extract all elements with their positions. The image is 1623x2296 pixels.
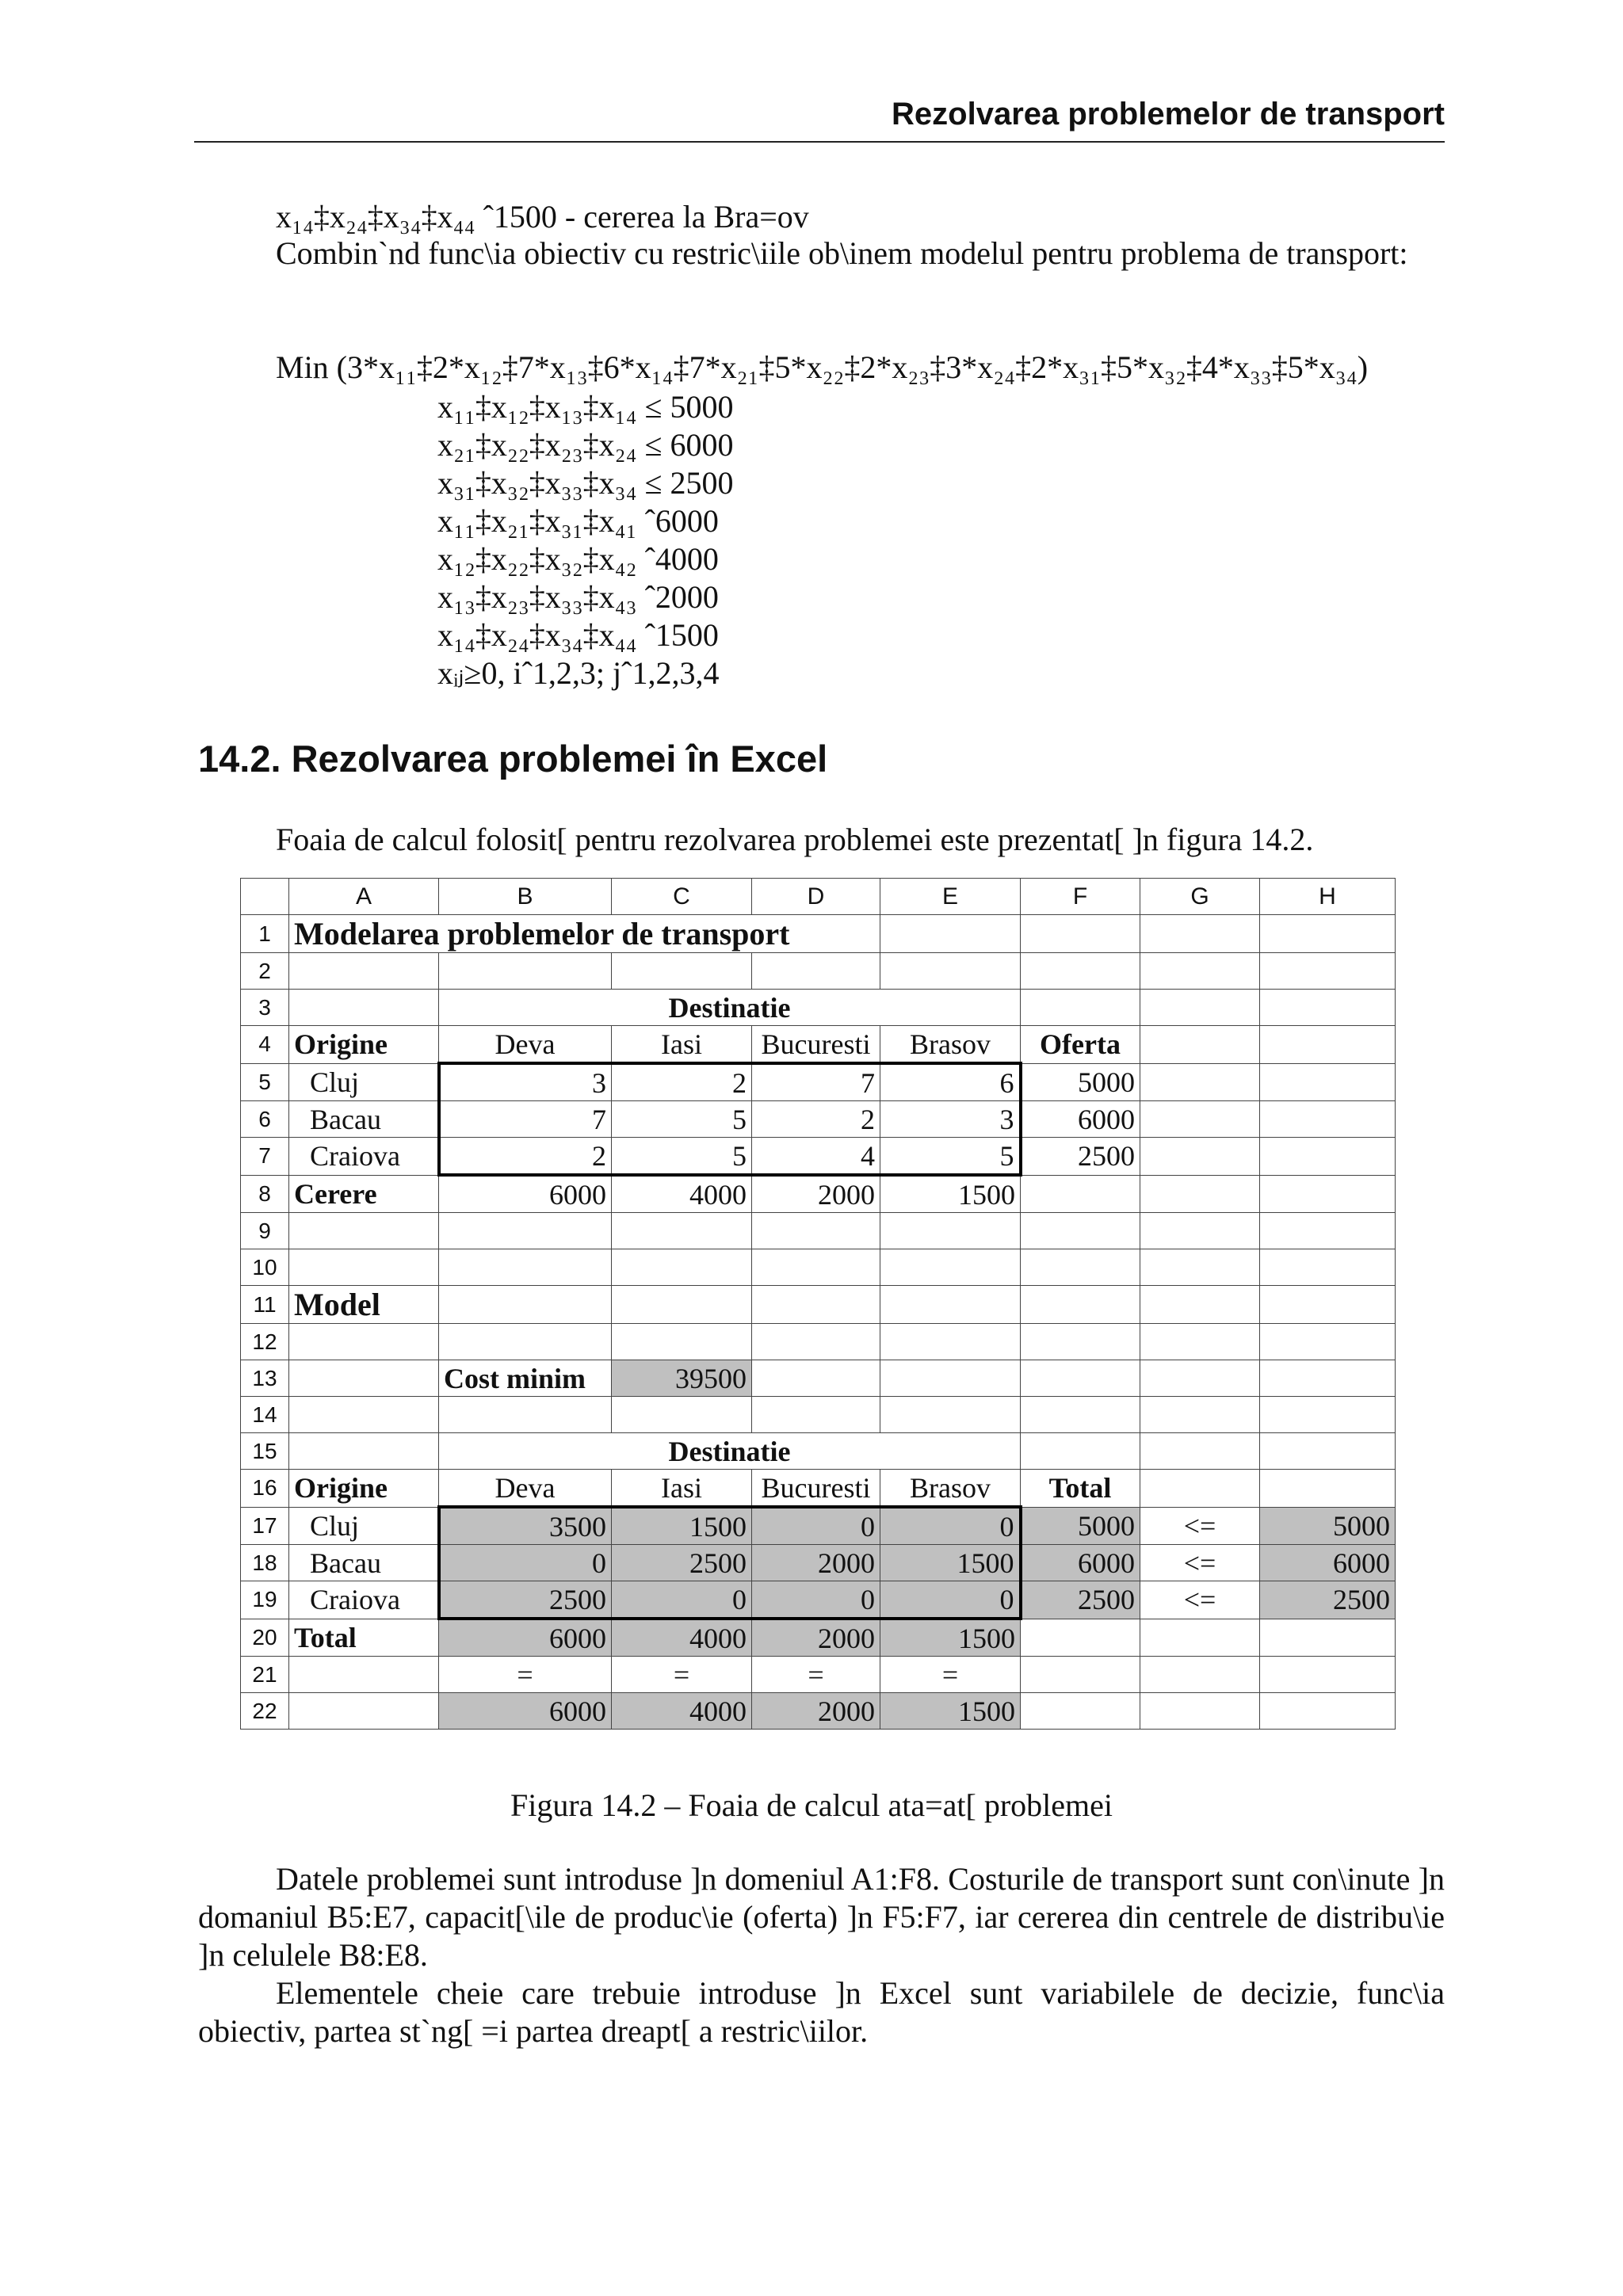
cell bbox=[289, 1397, 439, 1433]
destination-header: Iasi bbox=[612, 1470, 752, 1508]
row-number: 14 bbox=[241, 1397, 289, 1433]
cell bbox=[612, 1249, 752, 1286]
closing-paragraph-1: Datele problemei sunt introduse ]n domeniul A1:F8. Costurile de transport sunt con\inute ]n domaniul B5:E7, capacit[\ile de produc\ie (oferta) ]n F5:F7, iar cererea din centrele de distribu\ie ]n celulele B8:E8. bbox=[198, 1861, 1445, 1973]
cost-minim-label: Cost minim bbox=[439, 1360, 612, 1397]
row-total-cell: 6000 bbox=[1021, 1545, 1140, 1581]
cost-cell: 2 bbox=[439, 1138, 612, 1176]
cell bbox=[1260, 1433, 1396, 1470]
cell bbox=[1140, 1101, 1260, 1138]
cell bbox=[1021, 1397, 1140, 1433]
sheet-row bbox=[241, 1397, 1396, 1433]
constraint-line: x₁₄‡x₂₄‡x₃₄‡x₄₄ ˆ1500 bbox=[437, 617, 719, 653]
cell bbox=[1021, 915, 1140, 953]
cell bbox=[880, 1397, 1021, 1433]
cost-cell: 7 bbox=[439, 1101, 612, 1138]
cell bbox=[1021, 990, 1140, 1026]
cell bbox=[1140, 1286, 1260, 1324]
origin-label: Bacau bbox=[289, 1101, 439, 1138]
model-label: Model bbox=[289, 1286, 439, 1324]
cell bbox=[1021, 1619, 1140, 1657]
destination-header: Deva bbox=[439, 1026, 612, 1064]
origin-label: Craiova bbox=[289, 1138, 439, 1176]
shipment-cell: 3500 bbox=[439, 1507, 612, 1545]
origin-label: Cluj bbox=[289, 1063, 439, 1101]
sheet-row bbox=[241, 1249, 1396, 1286]
cell bbox=[752, 1324, 880, 1360]
cost-cell: 3 bbox=[880, 1101, 1021, 1138]
sheet-row bbox=[241, 953, 1396, 990]
cell bbox=[1260, 1213, 1396, 1249]
demand-cell: 1500 bbox=[880, 1175, 1021, 1213]
cell bbox=[752, 953, 880, 990]
column-header: B bbox=[439, 879, 612, 915]
origin-label: Cluj bbox=[289, 1507, 439, 1545]
destination-header: Bucuresti bbox=[752, 1470, 880, 1508]
sheet-row bbox=[241, 1324, 1396, 1360]
sheet-row bbox=[241, 1101, 1396, 1138]
total-label: Total bbox=[1021, 1470, 1140, 1508]
brasov-demand-constraint bbox=[276, 198, 809, 235]
column-total-cell: 2000 bbox=[752, 1619, 880, 1657]
cell bbox=[1021, 1324, 1140, 1360]
supply-cell: 6000 bbox=[1021, 1101, 1140, 1138]
constraint-line: x₃₁‡x₃₂‡x₃₃‡x₃₄ ≤ 2500 bbox=[437, 465, 734, 501]
objective-function: Min (3*x₁₁‡2*x₁₂‡7*x₁₃‡6*x₁₄‡7*x₂₁‡5*x₂₂‡2*x₂₃‡3*x₂₄‡2*x₃₁‡5*x₃₂‡4*x₃₃‡5*x₃₄) bbox=[276, 349, 1369, 385]
cell bbox=[439, 1324, 612, 1360]
cell bbox=[1260, 1470, 1396, 1508]
cell bbox=[439, 1249, 612, 1286]
cell bbox=[1260, 1175, 1396, 1213]
capacity-cell: 2500 bbox=[1260, 1581, 1396, 1619]
cerere-label: Cerere bbox=[289, 1175, 439, 1213]
cell bbox=[1140, 1249, 1260, 1286]
row-number: 12 bbox=[241, 1324, 289, 1360]
cell bbox=[612, 1286, 752, 1324]
cell bbox=[1021, 953, 1140, 990]
cell bbox=[1140, 990, 1260, 1026]
cell bbox=[1260, 1138, 1396, 1176]
row-number: 10 bbox=[241, 1249, 289, 1286]
row-number: 3 bbox=[241, 990, 289, 1026]
sheet-row bbox=[241, 1507, 1396, 1545]
sheet-row bbox=[241, 1175, 1396, 1213]
cell bbox=[1021, 1657, 1140, 1693]
eq-sign: = bbox=[439, 1657, 612, 1693]
cell bbox=[880, 1360, 1021, 1397]
cell bbox=[1140, 1138, 1260, 1176]
shipment-cell: 2500 bbox=[612, 1545, 752, 1581]
cell bbox=[752, 1286, 880, 1324]
destinatie-label: Destinatie bbox=[439, 1433, 1021, 1470]
le-sign: <= bbox=[1140, 1545, 1260, 1581]
row-number: 17 bbox=[241, 1507, 289, 1545]
cell bbox=[1260, 1249, 1396, 1286]
constraint-line: xᵢⱼ≥0, iˆ1,2,3; jˆ1,2,3,4 bbox=[437, 655, 720, 691]
cell bbox=[1260, 1657, 1396, 1693]
cell bbox=[1021, 1175, 1140, 1213]
sheet-row bbox=[241, 1693, 1396, 1730]
cell bbox=[1140, 1213, 1260, 1249]
cell bbox=[289, 1657, 439, 1693]
column-header: D bbox=[752, 879, 880, 915]
cell bbox=[439, 1397, 612, 1433]
cell bbox=[1021, 1249, 1140, 1286]
cell bbox=[1260, 915, 1396, 953]
running-title: Rezolvarea problemelor de transport bbox=[892, 97, 1445, 132]
cost-cell: 5 bbox=[612, 1101, 752, 1138]
cell bbox=[1021, 1360, 1140, 1397]
cell bbox=[612, 1397, 752, 1433]
cell bbox=[752, 1397, 880, 1433]
row-number: 11 bbox=[241, 1286, 289, 1324]
intro-paragraph: Combin`nd func\ia obiectiv cu restric\iile ob\inem modelul pentru problema de transport: bbox=[276, 235, 1408, 271]
shipment-cell: 0 bbox=[752, 1507, 880, 1545]
cost-cell: 2 bbox=[752, 1101, 880, 1138]
cell bbox=[752, 1360, 880, 1397]
cell bbox=[1140, 1619, 1260, 1657]
sheet-row bbox=[241, 1619, 1396, 1657]
cell bbox=[1260, 1026, 1396, 1064]
cell bbox=[289, 953, 439, 990]
destination-header: Brasov bbox=[880, 1470, 1021, 1508]
constraint-line: x₁₁‡x₂₁‡x₃₁‡x₄₁ ˆ6000 bbox=[437, 503, 719, 539]
row-number: 20 bbox=[241, 1619, 289, 1657]
shipment-cell: 0 bbox=[439, 1545, 612, 1581]
cell bbox=[880, 1286, 1021, 1324]
le-sign: <= bbox=[1140, 1507, 1260, 1545]
cell bbox=[1021, 1213, 1140, 1249]
cell bbox=[289, 1249, 439, 1286]
cell bbox=[752, 1249, 880, 1286]
row-number: 7 bbox=[241, 1138, 289, 1176]
row-number: 13 bbox=[241, 1360, 289, 1397]
cell bbox=[612, 1324, 752, 1360]
cell bbox=[1140, 1397, 1260, 1433]
sheet-intro: Foaia de calcul folosit[ pentru rezolvarea problemei este prezentat[ ]n figura 14.2. bbox=[276, 822, 1314, 857]
row-number: 1 bbox=[241, 915, 289, 953]
column-header: A bbox=[289, 879, 439, 915]
cell bbox=[1260, 1397, 1396, 1433]
sheet-row bbox=[241, 1286, 1396, 1324]
sheet-row bbox=[241, 1138, 1396, 1176]
row-number: 22 bbox=[241, 1693, 289, 1730]
column-total-cell: 1500 bbox=[880, 1619, 1021, 1657]
origin-label: Bacau bbox=[289, 1545, 439, 1581]
eq-sign: = bbox=[752, 1657, 880, 1693]
sheet-row bbox=[241, 1360, 1396, 1397]
cell bbox=[1021, 1286, 1140, 1324]
cell bbox=[612, 953, 752, 990]
destinatie-label: Destinatie bbox=[439, 990, 1021, 1026]
destination-header: Deva bbox=[439, 1470, 612, 1508]
row-number: 8 bbox=[241, 1175, 289, 1213]
eq-sign: = bbox=[880, 1657, 1021, 1693]
supply-cell: 2500 bbox=[1021, 1138, 1140, 1176]
sheet-row bbox=[241, 915, 1396, 953]
cost-cell: 5 bbox=[612, 1138, 752, 1176]
row-number: 21 bbox=[241, 1657, 289, 1693]
cell bbox=[1140, 1470, 1260, 1508]
cell bbox=[1260, 990, 1396, 1026]
cell bbox=[1260, 1693, 1396, 1730]
le-sign: <= bbox=[1140, 1581, 1260, 1619]
row-number: 5 bbox=[241, 1063, 289, 1101]
sheet-row bbox=[241, 1213, 1396, 1249]
cost-cell: 3 bbox=[439, 1063, 612, 1101]
demand-cell: 4000 bbox=[612, 1175, 752, 1213]
cost-cell: 6 bbox=[880, 1063, 1021, 1101]
cell bbox=[1260, 1324, 1396, 1360]
sheet-row bbox=[241, 1433, 1396, 1470]
sheet-row bbox=[241, 1026, 1396, 1064]
demand-cell: 6000 bbox=[439, 1175, 612, 1213]
shipment-cell: 1500 bbox=[880, 1545, 1021, 1581]
section-heading: 14.2. Rezolvarea problemei în Excel bbox=[198, 738, 828, 780]
destination-header: Brasov bbox=[880, 1026, 1021, 1064]
total-label: Total bbox=[289, 1619, 439, 1657]
shipment-cell: 0 bbox=[880, 1507, 1021, 1545]
cell bbox=[1260, 1063, 1396, 1101]
cell bbox=[1260, 1360, 1396, 1397]
cell bbox=[880, 953, 1021, 990]
capacity-cell: 5000 bbox=[1260, 1507, 1396, 1545]
cell bbox=[1140, 953, 1260, 990]
cell bbox=[1140, 915, 1260, 953]
cell bbox=[289, 1360, 439, 1397]
column-total-cell: 4000 bbox=[612, 1619, 752, 1657]
cell bbox=[880, 1213, 1021, 1249]
capacity-cell: 6000 bbox=[1260, 1545, 1396, 1581]
corner-cell bbox=[241, 879, 289, 915]
cost-cell: 2 bbox=[612, 1063, 752, 1101]
sheet-row bbox=[241, 1063, 1396, 1101]
required-cell: 6000 bbox=[439, 1693, 612, 1730]
cell bbox=[752, 1213, 880, 1249]
cell bbox=[1140, 1175, 1260, 1213]
column-total-cell: 6000 bbox=[439, 1619, 612, 1657]
shipment-cell: 0 bbox=[880, 1581, 1021, 1619]
shipment-cell: 2000 bbox=[752, 1545, 880, 1581]
row-total-cell: 2500 bbox=[1021, 1581, 1140, 1619]
cell bbox=[439, 1286, 612, 1324]
shipment-cell: 0 bbox=[612, 1581, 752, 1619]
destination-header: Iasi bbox=[612, 1026, 752, 1064]
closing-paragraph-2: Elementele cheie care trebuie introduse ]n Excel sunt variabilele de decizie, func\ia obiectiv, partea st`ng[ =i partea dreapt[ a restric\iilor. bbox=[198, 1975, 1445, 2049]
cost-minim-value: 39500 bbox=[612, 1360, 752, 1397]
cell bbox=[439, 953, 612, 990]
cell bbox=[880, 1324, 1021, 1360]
constraint-line: x₁₁‡x₁₂‡x₁₃‡x₁₄ ≤ 5000 bbox=[437, 389, 734, 425]
cell bbox=[1260, 1286, 1396, 1324]
eq-sign: = bbox=[612, 1657, 752, 1693]
cell bbox=[289, 1433, 439, 1470]
cell bbox=[289, 1693, 439, 1730]
constraint-line: x₁₃‡x₂₃‡x₃₃‡x₄₃ ˆ2000 bbox=[437, 579, 719, 615]
cell bbox=[612, 1213, 752, 1249]
figure-caption: Figura 14.2 – Foaia de calcul ata=at[ problemei bbox=[510, 1787, 1113, 1823]
cell bbox=[1140, 1657, 1260, 1693]
row-number: 15 bbox=[241, 1433, 289, 1470]
shipment-cell: 0 bbox=[752, 1581, 880, 1619]
cell bbox=[289, 1324, 439, 1360]
column-header: E bbox=[880, 879, 1021, 915]
cell bbox=[1140, 1693, 1260, 1730]
shipment-cell: 2500 bbox=[439, 1581, 612, 1619]
sheet-row bbox=[241, 1470, 1396, 1508]
origine-label: Origine bbox=[289, 1470, 439, 1508]
running-header bbox=[194, 97, 1445, 143]
cell bbox=[1260, 1101, 1396, 1138]
cell bbox=[880, 915, 1021, 953]
cell bbox=[289, 1213, 439, 1249]
sheet-row bbox=[241, 1545, 1396, 1581]
row-number: 4 bbox=[241, 1026, 289, 1064]
column-header: H bbox=[1260, 879, 1396, 915]
cell bbox=[1021, 1433, 1140, 1470]
row-number: 6 bbox=[241, 1101, 289, 1138]
cell bbox=[1140, 1360, 1260, 1397]
origine-label: Origine bbox=[289, 1026, 439, 1064]
cell bbox=[289, 990, 439, 1026]
sheet-title: Modelarea problemelor de transport bbox=[289, 915, 880, 953]
column-header: C bbox=[612, 879, 752, 915]
cell bbox=[1140, 1433, 1260, 1470]
origin-label: Craiova bbox=[289, 1581, 439, 1619]
cell bbox=[1021, 1693, 1140, 1730]
cell bbox=[439, 1213, 612, 1249]
spreadsheet-figure bbox=[240, 878, 1396, 1730]
row-number: 19 bbox=[241, 1581, 289, 1619]
sheet-row bbox=[241, 1581, 1396, 1619]
cost-cell: 4 bbox=[752, 1138, 880, 1176]
column-header: G bbox=[1140, 879, 1260, 915]
shipment-cell: 1500 bbox=[612, 1507, 752, 1545]
sheet-row bbox=[241, 990, 1396, 1026]
cell bbox=[1140, 1063, 1260, 1101]
cost-cell: 5 bbox=[880, 1138, 1021, 1176]
row-number: 2 bbox=[241, 953, 289, 990]
supply-cell: 5000 bbox=[1021, 1063, 1140, 1101]
cost-cell: 7 bbox=[752, 1063, 880, 1101]
row-number: 18 bbox=[241, 1545, 289, 1581]
cell bbox=[880, 1249, 1021, 1286]
row-number: 9 bbox=[241, 1213, 289, 1249]
constraint-line: x₂₁‡x₂₂‡x₂₃‡x₂₄ ≤ 6000 bbox=[437, 427, 734, 463]
row-number: 16 bbox=[241, 1470, 289, 1508]
constraint-note: - cererea la Bra=ov bbox=[556, 199, 809, 235]
destination-header: Bucuresti bbox=[752, 1026, 880, 1064]
cell bbox=[1140, 1324, 1260, 1360]
oferta-label: Oferta bbox=[1021, 1026, 1140, 1064]
required-cell: 2000 bbox=[752, 1693, 880, 1730]
constraint-line: x₁₂‡x₂₂‡x₃₂‡x₄₂ ˆ4000 bbox=[437, 541, 719, 577]
cell bbox=[1260, 953, 1396, 990]
cell bbox=[1260, 1619, 1396, 1657]
sheet-row bbox=[241, 1657, 1396, 1693]
demand-cell: 2000 bbox=[752, 1175, 880, 1213]
required-cell: 1500 bbox=[880, 1693, 1021, 1730]
cell bbox=[1140, 1026, 1260, 1064]
required-cell: 4000 bbox=[612, 1693, 752, 1730]
column-header: F bbox=[1021, 879, 1140, 915]
constraint-expression: x₁₄‡x₂₄‡x₃₄‡x₄₄ ˆ1500 bbox=[276, 199, 557, 235]
row-total-cell: 5000 bbox=[1021, 1507, 1140, 1545]
column-header-row bbox=[241, 879, 1396, 915]
